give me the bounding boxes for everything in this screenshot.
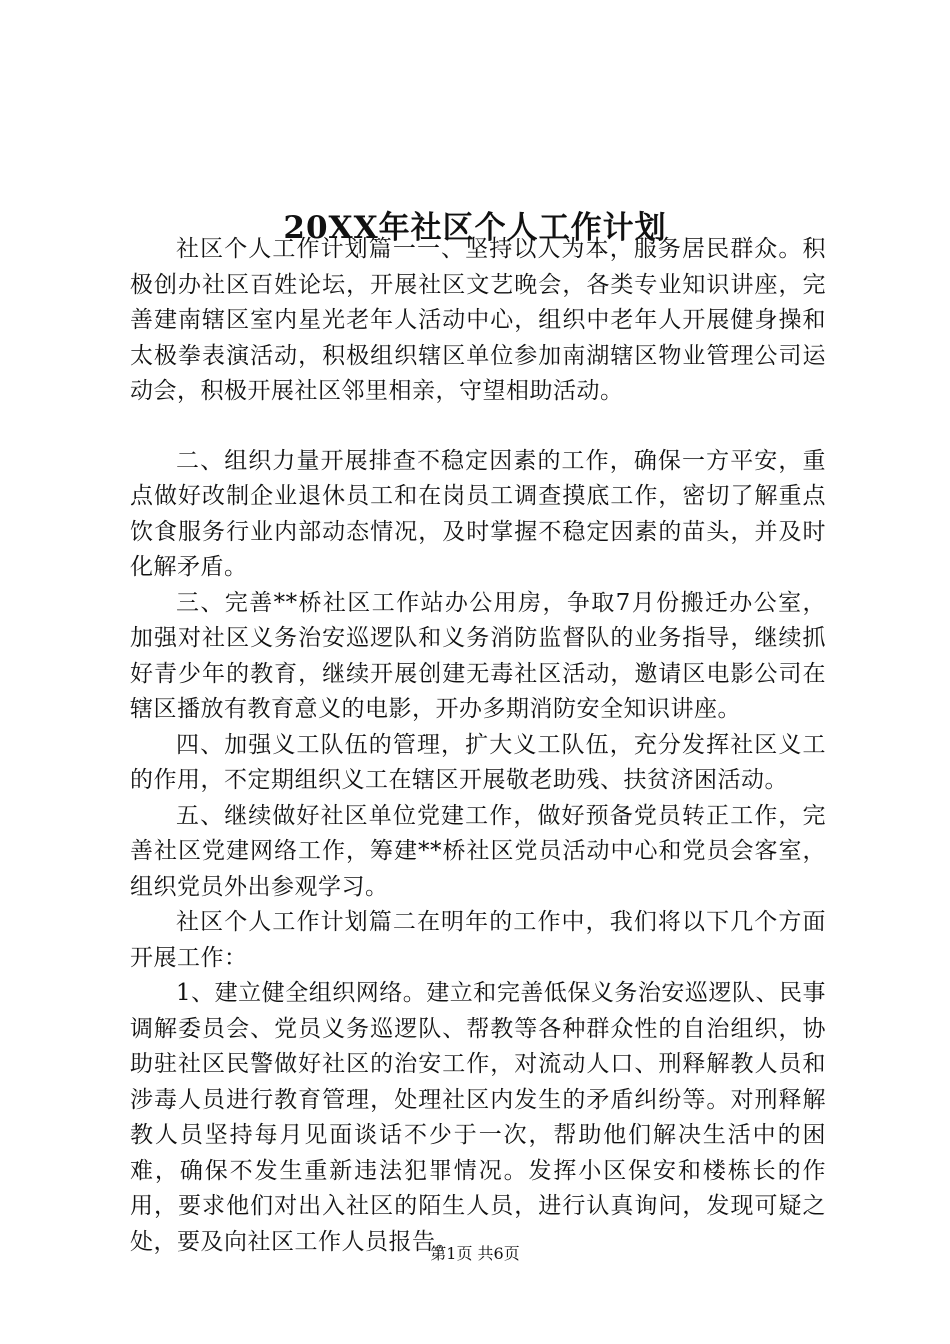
document-body	[130, 232, 826, 1260]
page-footer: 第1页 共6页	[430, 1244, 520, 1263]
paragraph-1: 社区个人工作计划篇一一、坚持以人为本，服务居民群众。积极创办社区百姓论坛，开展社区文艺晚会，各类专业知识讲座，完善建南辖区室内星光老年人活动中心，组织中老年人开展健身操和太极拳表演活动，积极组织辖区单位参加南湖辖区物业管理公司运动会，积极开展社区邻里相亲，守望相助活动。	[130, 236, 826, 404]
paragraph-2: 二、组织力量开展排查不稳定因素的工作，确保一方平安，重点做好改制企业退休员工和在岗员工调查摸底工作，密切了解重点饮食服务行业内部动态情况，及时掌握不稳定因素的苗头，并及时化解矛盾。	[130, 447, 826, 580]
document-title: 20XX年社区个人工作计划	[283, 209, 667, 246]
paragraph-7: 1、建立健全组织网络。建立和完善低保义务治安巡逻队、民事调解委员会、党员义务巡逻队、帮教等各种群众性的自治组织，协助驻社区民警做好社区的治安工作，对流动人口、刑释解教人员和涉毒人员进行教育管理，处理社区内发生的矛盾纠纷等。对刑释解教人员坚持每月见面谈话不少于一次，帮助他们解决生活中的困难，确保不发生重新违法犯罪情况。发挥小区保安和楼栋长的作用，要求他们对出入社区的陌生人员，进行认真询问，发现可疑之处，要及向社区工作人员报告。	[130, 980, 826, 1255]
paragraph-6: 社区个人工作计划篇二在明年的工作中，我们将以下几个方面开展工作：	[130, 909, 826, 971]
paragraph-5: 五、继续做好社区单位党建工作，做好预备党员转正工作，完善社区党建网络工作，筹建**桥社区党员活动中心和党员会客室，组织党员外出参观学习。	[130, 802, 826, 900]
paragraph-3: 三、完善**桥社区工作站办公用房，争取7月份搬迁办公室，加强对社区义务治安巡逻队和义务消防监督队的业务指导，继续抓好青少年的教育，继续开展创建无毒社区活动，邀请区电影公司在辖区播放有教育意义的电影，开办多期消防安全知识讲座。	[130, 589, 826, 722]
paragraph-4: 四、加强义工队伍的管理，扩大义工队伍，充分发挥社区义工的作用，不定期组织义工在辖区开展敬老助残、扶贫济困活动。	[130, 731, 826, 793]
